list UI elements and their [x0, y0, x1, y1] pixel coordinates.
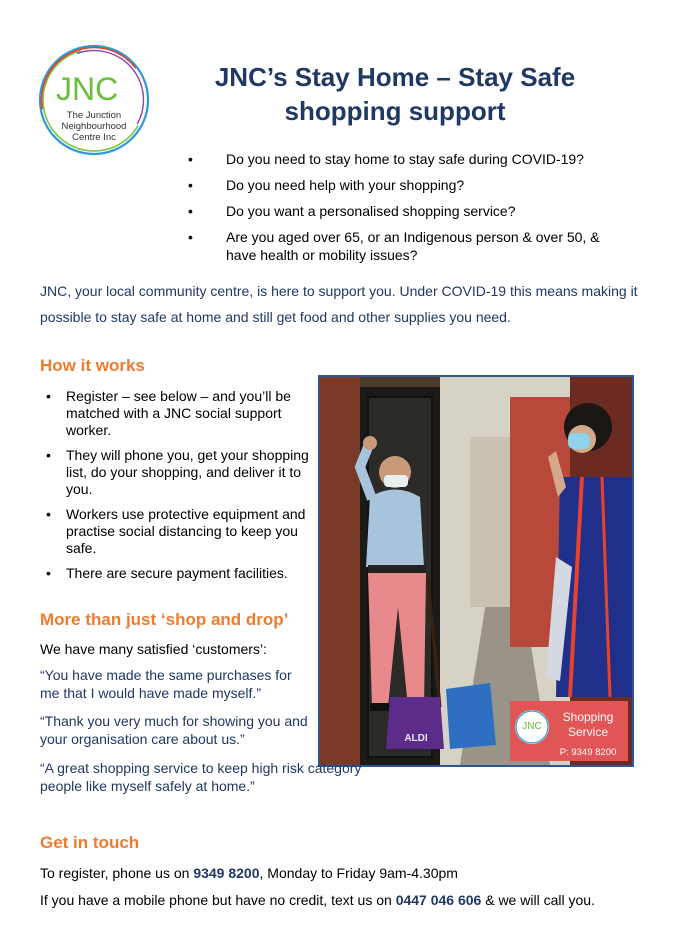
shopping-photo	[318, 375, 634, 767]
question-item: • Do you need to stay home to stay safe during COVID-19?	[180, 150, 630, 168]
more-heading: More than just ‘shop and drop’	[40, 610, 289, 629]
woman-mask	[568, 433, 590, 449]
bag-blue	[446, 683, 496, 749]
mobile-number[interactable]: 0447 046 606	[395, 892, 482, 908]
badge-line2: Service	[567, 725, 609, 739]
man-shirt	[366, 490, 424, 568]
page-title	[180, 60, 610, 128]
badge-line1: Shopping	[562, 710, 614, 724]
contact-line-1-pre: To register, phone us on	[40, 865, 194, 881]
badge-logo-letters: JNC	[522, 721, 542, 732]
how-it-works-list	[40, 388, 310, 590]
testimonial-quote: “Thank you very much for showing you and your organisation care about us.”	[40, 713, 308, 747]
contact-heading: Get in touch	[40, 833, 140, 852]
title-line-2: shopping support	[284, 96, 506, 126]
logo-line2: Neighbourhood	[61, 121, 127, 132]
how-item: • Workers use protective equipment and practise social distancing to keep you safe.	[40, 506, 310, 557]
how-item: • Register – see below – and you’ll be matched with a JNC social support worker.	[40, 388, 310, 439]
jnc-logo	[36, 42, 152, 158]
question-list	[180, 150, 630, 272]
contact-line-1-post: , Monday to Friday 9am-4.30pm	[259, 865, 458, 881]
title-line-1: JNC’s Stay Home – Stay Safe	[214, 62, 576, 92]
contact-line-2-pre: If you have a mobile phone but have no credit, text us on	[40, 892, 396, 908]
logo-line3: Centre Inc	[72, 132, 116, 143]
testimonial-quote: “A great shopping service to keep high risk category people like myself safely at home.”	[40, 760, 362, 794]
contact-line-1	[40, 864, 640, 882]
how-item: • There are secure payment facilities.	[40, 565, 310, 582]
intro-paragraph: JNC, your local community centre, is here to support you. Under COVID-19 this means making it possible to stay safe at home and still get food and other supplies you need.	[40, 283, 638, 325]
logo-line1: The Junction	[66, 110, 122, 121]
bag-label: ALDI	[404, 733, 428, 744]
phone-number[interactable]: 9349 8200	[193, 865, 260, 881]
more-lead: We have many satisfied ‘customers’:	[40, 641, 267, 657]
question-item: • Do you need help with your shopping?	[180, 176, 630, 194]
question-item: • Do you want a personalised shopping service?	[180, 202, 630, 220]
how-it-works-heading: How it works	[40, 356, 145, 375]
testimonial-quote: “You have made the same purchases for me that I would have made myself.”	[40, 667, 292, 701]
contact-line-2-post: & we will call you.	[481, 892, 595, 908]
contact-line-2	[40, 891, 650, 909]
how-item: • They will phone you, get your shopping list, do your shopping, and deliver it to you.	[40, 447, 310, 498]
logo-letter-j: JNC	[56, 71, 119, 107]
question-item: • Are you aged over 65, or an Indigenous person & over 50, & have health or mobility issues?	[180, 228, 630, 264]
badge-phone: P: 9349 8200	[559, 747, 617, 758]
